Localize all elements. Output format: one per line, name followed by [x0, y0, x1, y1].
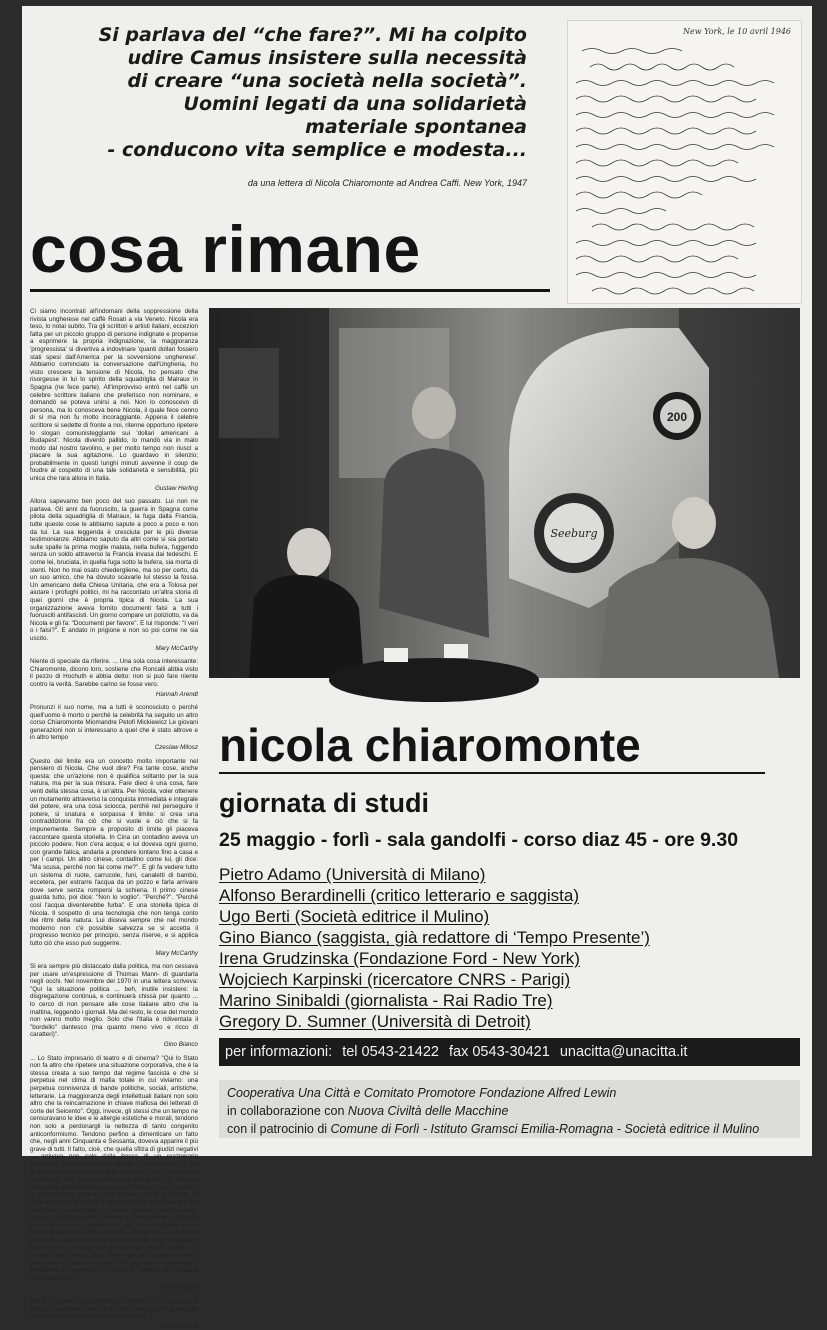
letter-date: New York, le 10 avril 1946	[683, 27, 791, 36]
info-phone: tel 0543-21422	[342, 1044, 439, 1060]
testimony-text: Ci siamo incontrati all'indomani della soppressione della rivista ungherese nel caffè Rosati a via Veneto. Nicola era teso, lo notai subito. Tra gli scrittori e artisti italiani, eccezion fatta per un piccolo gruppo di persone indignate e propense a esprimere la propria indignazione, la maggioranza 'progressista' si divertiva a indovinare 'quanti dollari fossero stati spesi dall'America per la sovversione ungherese'. Abbiamo cominciato la conversazione dall'Ungheria, ho visto crescere la tensione di Nicola, ho pensato che risorgesse in lui lo spirito della squadriglia di Malraux in Spagna (ne fece parte). All'improvviso entrò nel caffè un celebre scrittore italiano che preferisco non nominare, e domandò se poteva unirsi a noi. Non lo conoscevo di persona, ma lo conosceva bene Nicola, il quale fece cenno di sì ma non fu molto incoraggiante. Appena il celebre scrittore si sedette di fronte a noi, ritenne opportuno ripetere lo slogan comunistegglante sui 'dollari americani a Budapest'. Nicola diventò pallido, lo mandò via in malo modo dal nostro tavolino, e per molto tempo non riuscì a placare la sua agitazione. Lo guardavo in silenzio; probabilmente in questi lunghi minuti avvenne il coup de foudre al cospetto di una tale solidarietà e sensibilità, più unica che rara allora in Italia.	[30, 308, 198, 483]
patronage-partners: Comune di Forlì - Istituto Gramsci Emilia-Romagna - Società editrice il Mulino	[330, 1122, 760, 1136]
collaboration-prefix: in collaborazione con	[227, 1104, 348, 1118]
testimony-text: Si era sempre più distaccato dalla politica, ma non cessava per usare un'espressione di Thomas Mann- di guardarla negli occhi. Nel novembre del 1970 in una lettera scriveva: "Qui la situazione politica ... beh, inutile insistere: la disgregazione continua, e continuerà chissà per quanto ... lo cerco di non pensare alle cose italiane altro che la mattina, leggendo i giornali. Ma del resto, le cose del mondo non vanno molto meglio. Solo che l'Italia è ridiventata il "bordello" dantesco (ma quanto meno vivo e ricco di caratteri)".	[30, 963, 199, 1039]
testimonies-column	[30, 308, 199, 1330]
quote-line: Si parlava del “che fare?”. Mi ha colpito	[98, 24, 527, 46]
testimony-author: Mary McCarthy	[155, 644, 198, 652]
speaker-item: Ugo Berti (Società editrice il Mulino)	[219, 907, 490, 926]
testimony-author: Gustaw Herling	[154, 484, 198, 492]
event-subtitle: giornata di studi	[219, 788, 430, 818]
speaker-item: Pietro Adamo (Università di Milano)	[219, 865, 486, 884]
testimony-text: Verrà un giorno, neanche troppo lontano, in cui la figura di Nicola Chiaromonte avrà uno spicco luminoso fra quelle dei migliori e maestri italiani del nostro tempo.	[30, 1298, 198, 1321]
jukebox-label: Seeburg	[550, 527, 598, 540]
jukebox-number: 200	[666, 410, 688, 424]
testimony-text: Questo del limite era un concetto molto importante nel pensiero di Nicola. Che vuol dire? Fra tante cose, anche questa: che un'azione non è qualifica soltanto per la sua natura, ma per la sua misura. Fare dieci è una cosa, fare venti della stessa cosa, è un'altra. Per Nicola, voler ottenere un mutamento attraverso la conquista immediata e integrale del potere, era una cosa sciocca, perché nel perseguire il potere, si snatura e sorpassa il limite: si crea una contraddizione fra ciò che si vuole e ciò che si fa impunemente. Sempre a proposito di limite gli piaceva raccontare questa storiella. In Cina un contadino aveva un piccolo podere. Non c'era acqua; e lui doveva ogni giorno, con grande fatica, andarla a prendere lontano fino a casa e per i campi. Un altro cinese, contadino come lui, gli dice: "Ma scusa, perché non fai come me?". E gli fa vedere tutto un sistema di ruote, carrucole, funi, canaletti di bambù, eccetera, per estrarre l'acqua da un pozzo e farla arrivare dove serve senza rompersi la schiena. Il primo cinese guarda tutto, poi dice: "Non lo voglio". "Perché?". "Perché così l'acqua diventerebbe furba". E una storiella tipica di Nicola. Il sospetto di una tecnologia che non tenga conto dei ritmi della natura. Lui diceva sempre che nel mondo moderno non c'è possibile salvezza se si accetta il progresso tecnico per principio, senza riserve, e si applica tutto ciò che esso può suggerire.	[30, 757, 198, 947]
info-bar	[219, 1038, 800, 1066]
speaker-item: Irena Grudzinska (Fondazione Ford - New York)	[219, 949, 580, 968]
quote-line: di creare “una società nella società”.	[127, 70, 527, 92]
quote-line: udire Camus insistere sulla necessità	[127, 47, 527, 69]
speaker-item: Gregory D. Sumner (Università di Detroit)	[219, 1012, 531, 1031]
info-email: unacitta@unacitta.it	[559, 1044, 688, 1060]
quote-source: da una lettera di Nicola Chiaromonte ad Andrea Caffi. New York, 1947	[247, 178, 527, 188]
info-label: per informazioni:	[225, 1044, 333, 1060]
speakers-list	[219, 864, 650, 1032]
photo-illustration	[209, 308, 800, 678]
collaboration-partner: Nuova Civiltà delle Macchine	[347, 1104, 509, 1118]
testimony-author: Enzo Bettiza	[162, 1284, 198, 1292]
cafe-photograph	[209, 308, 800, 678]
speaker-item: Gino Bianco (saggista, già redattore di ‘Tempo Presente’)	[219, 928, 650, 947]
testimony-text: Niente di speciale da riferire. ... Una sola cosa interessante: Chiaromonte, dicono loro, sostiene che Roncalli abbia visto il pezzo di Hochuth e abbia detto: non si può fare niente contro la verità. Sarebbe carino se fosse vero.	[30, 658, 198, 688]
opening-quote	[27, 24, 527, 162]
quote-line: materiale spontanea	[305, 116, 527, 138]
quote-line: Uomini legati da una solidarietà	[183, 93, 527, 115]
speaker-item: Wojciech Karpinski (ricercatore CNRS - Parigi)	[219, 970, 571, 989]
testimony-author: Paolo Milano	[161, 1322, 198, 1330]
quote-line: - conducono vita semplice e modesta...	[107, 139, 527, 161]
poster	[22, 6, 812, 1330]
poster-title: cosa rimane	[30, 212, 421, 286]
handwriting-scribbles	[568, 21, 801, 303]
speaker-item: Marino Sinibaldi (giornalista - Rai Radio Tre)	[219, 991, 553, 1010]
testimony-author: Mary McCarthy	[155, 949, 198, 957]
event-name: nicola chiaromonte	[219, 719, 641, 771]
title-underline	[30, 289, 550, 292]
testimony-text: Pronunzi il suo nome, ma a tutti è sconosciuto o perché quell'uomo è morto o perché la celebrità ha seguito un altro corso Chiaromonte Miomandre Petofi Mickiewicz Le giovani generazioni non si interessano a quel che è stato altrove e in altro tempo	[30, 704, 198, 742]
testimony-text: ... Lo Stato impresario di teatro e di cinema? "Qui lo Stato non fa altro che ripetere una situazione corporativa, che è la stessa creata a suo tempo dal regime fascista e che si perpetua nel clima di mafia totale in cui viviamo: una perpetua connivenza di bande politiche, sociali, artistiche, letterarie. La maggioranza degli intellettuali italiani non solo altro che la reincarnazione in chiave mafiosa dei letterati di corte del Seicento". Oggi, invece, gli stessi che un tempo ne censuravano le idee e le allergie estetiche e morali, tendono non solo a perdonargli la nettezza di tanto congenito anticonformismo. Tendono perfino a dimenticare un fatto che, negli anni Cinquanta e Sessanta, doveva apparire il più grave di tutti. Il fatto, cioè, che quella sfilza di giudizi negativi ... arrivava non solo dalla bocca di un reazionario blaterante, provinciale della mente e dallo spirito di un antifascista puro, un libertario coltissimo, un combattente sperticoato che aveva partecipato alla guerra di Spagna sulle tante volanti della squadriglia Malraux. Uno, insomma, a cui nessuno poteva rimproverare, come a Silone, di essere stato comunista e di essere poi diventato un 'ex' rancoroso, un rinnegato, un prete spretato. L'antifascismo, gli esili, le battaglie civili e militari di Chiaromonte in Spagna e in Francia erano adamantini; egli non emergeva come Silone dalla sentina del Komintern, ma veniva dal Giustizia e Libertà e dall'ambiente di Carlo Rosselli. Il suo travagliato itinerario ha coinciso con gli anni, gli eventi, politico, di cittadino del mondo, così simile per tanti aspetti a quello dell'amico e maestro Andrea Caffi, era stato interamente e limpidamente percorso su strade di sinistra tutte lontane dallo stalinismo...	[30, 1054, 199, 1282]
testimony-text: Allora sapevamo ben poco del suo passato. Lui non ne parlava. Gli anni da fuoruscito, la guerra in Spagna come pilota della squadriglia di Malraux, la fuga dalla Francia, tutte queste cose le abbiamo sapute a poco a poco e non da lui. La sua leggenda è cresciuta per le più diverse testimonianze. Abbiamo saputo da altri come si sia portato sulle spalle la prima moglie malata, nella bufera, fuggendo senza un soldo attraverso la Francia invasa dai tedeschi. E come lei, bruciata, in quella fuga sotto la bufera, sia morta di stenti. Non ho mai osato chiedergliene, ma so per certo, da un suo amico, che ha dovuto scavarle lui stesso la fossa. Un americano della Chiesa Unitaria, che era a Tolosa per aiutare i profughi politici, mi ha raccontato un'altra storia di quei giorni che è propria tipica di Nicola. La sua organizzazione aveva fornito documenti falsi a tutti i fuorusciti antifascisti. Un giorno compare un poliziotto, va da Nicola e gli fa: "Documenti per favore". E lui risponde: "I veri o i falsi?". E andato in prigione e non so poi come ne sia uscito.	[30, 498, 199, 642]
info-fax: fax 0543-30421	[449, 1044, 550, 1060]
speaker-item: Alfonso Berardinelli (critico letterario e saggista)	[219, 886, 579, 905]
testimony-author: Gino Bianco	[163, 1041, 198, 1049]
event-name-underline	[219, 772, 765, 774]
testimony-author: Czeslaw Milosz	[154, 744, 198, 752]
patronage-prefix: con il patrocinio di	[227, 1122, 331, 1136]
event-details: 25 maggio - forlì - sala gandolfi - corso diaz 45 - ore 9.30	[219, 829, 739, 851]
handwritten-letter-image	[567, 20, 802, 304]
testimony-author: Hannah Arendt	[155, 690, 198, 698]
organizers-line: Cooperativa Una Città e Comitato Promotore Fondazione Alfred Lewin	[227, 1086, 617, 1100]
credits-box	[219, 1080, 800, 1138]
